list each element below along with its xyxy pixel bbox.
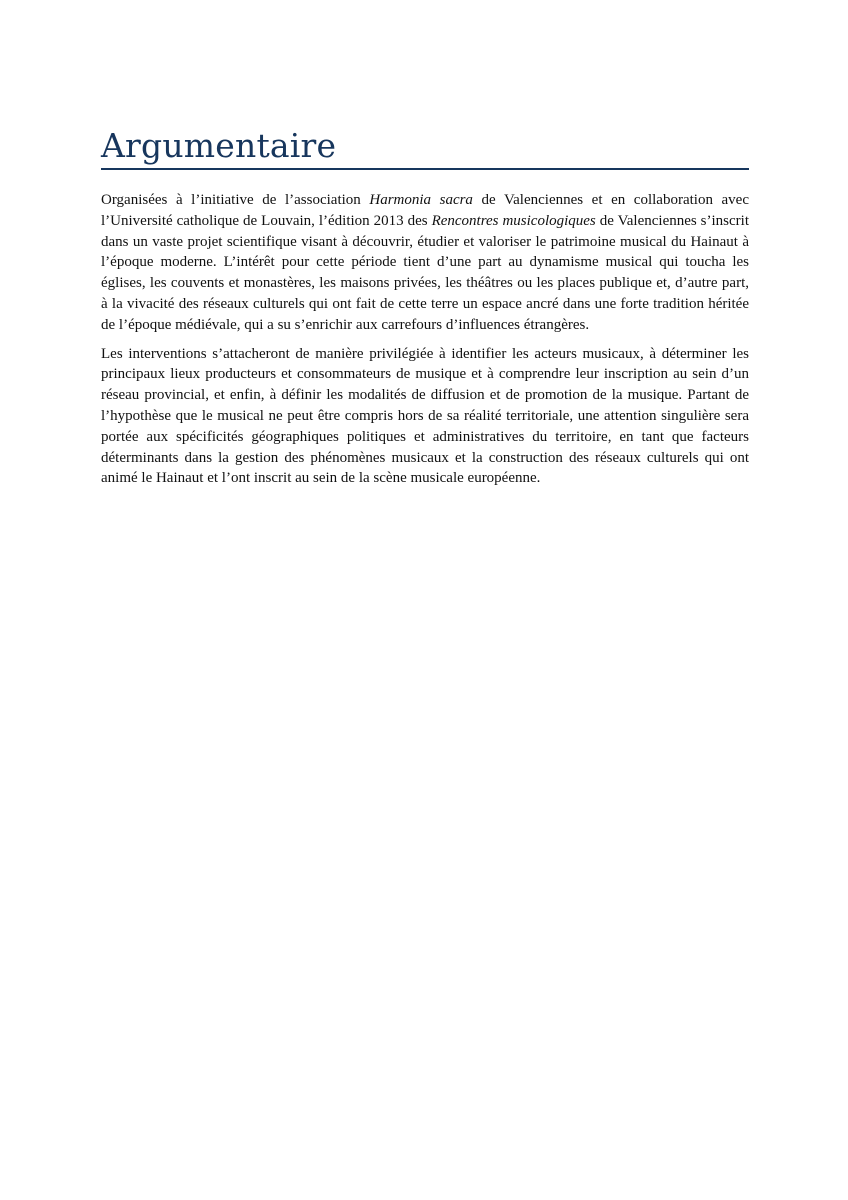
paragraph-1 [101, 190, 749, 336]
paragraph-2: Les interventions s’attacheront de manière privilégiée à identifier les acteurs musicaux, à déterminer les principaux lieux producteurs et consommateurs de musique et à comprendre leur inscription au sein d’un réseau provincial, et enfin, à définir les modalités de diffusion et de promotion de la musique. Partant de l’hypothèse que le musical ne peut être compris hors de sa réalité territoriale, une attention singulière sera portée aux spécificités géographiques politiques et administratives du territoire, en tant que facteurs déterminants dans la gestion des phénomènes musicaux et la construction des réseaux culturels qui ont animé le Hainaut et l’ont inscrit au sein de la scène musicale européenne. [101, 345, 749, 487]
document-content [101, 126, 749, 497]
paragraph-1-text-a: Organisées à l’initiative de l’association [101, 192, 370, 208]
paragraph-1-text-b: de Valenciennes et en collaboration avec l’Université catholique de Louvain, l’édition 2013 des [101, 192, 749, 229]
title-underline [101, 168, 749, 170]
association-name: Harmonia sacra [369, 192, 473, 208]
paragraph-1-text-c: de Valenciennes s’inscrit dans un vaste projet scientifique visant à découvrir, étudier et valoriser le patrimoine musical du Hainaut à l’époque moderne. L’intérêt pour cette période tient d’une part au dynamisme musical qui toucha les églises, les couvents et monastères, les maisons privées, les théâtres ou les places publique et, d’autre part, à la vivacité des réseaux culturels qui ont fait de cette terre un espace ancré dans une forte tradition héritée de l’époque médiévale, qui a su s’enrichir aux carrefours d’influences étrangères. [101, 212, 750, 333]
event-name: Rencontres musicologiques [431, 212, 596, 229]
page-title: Argumentaire [101, 126, 337, 165]
